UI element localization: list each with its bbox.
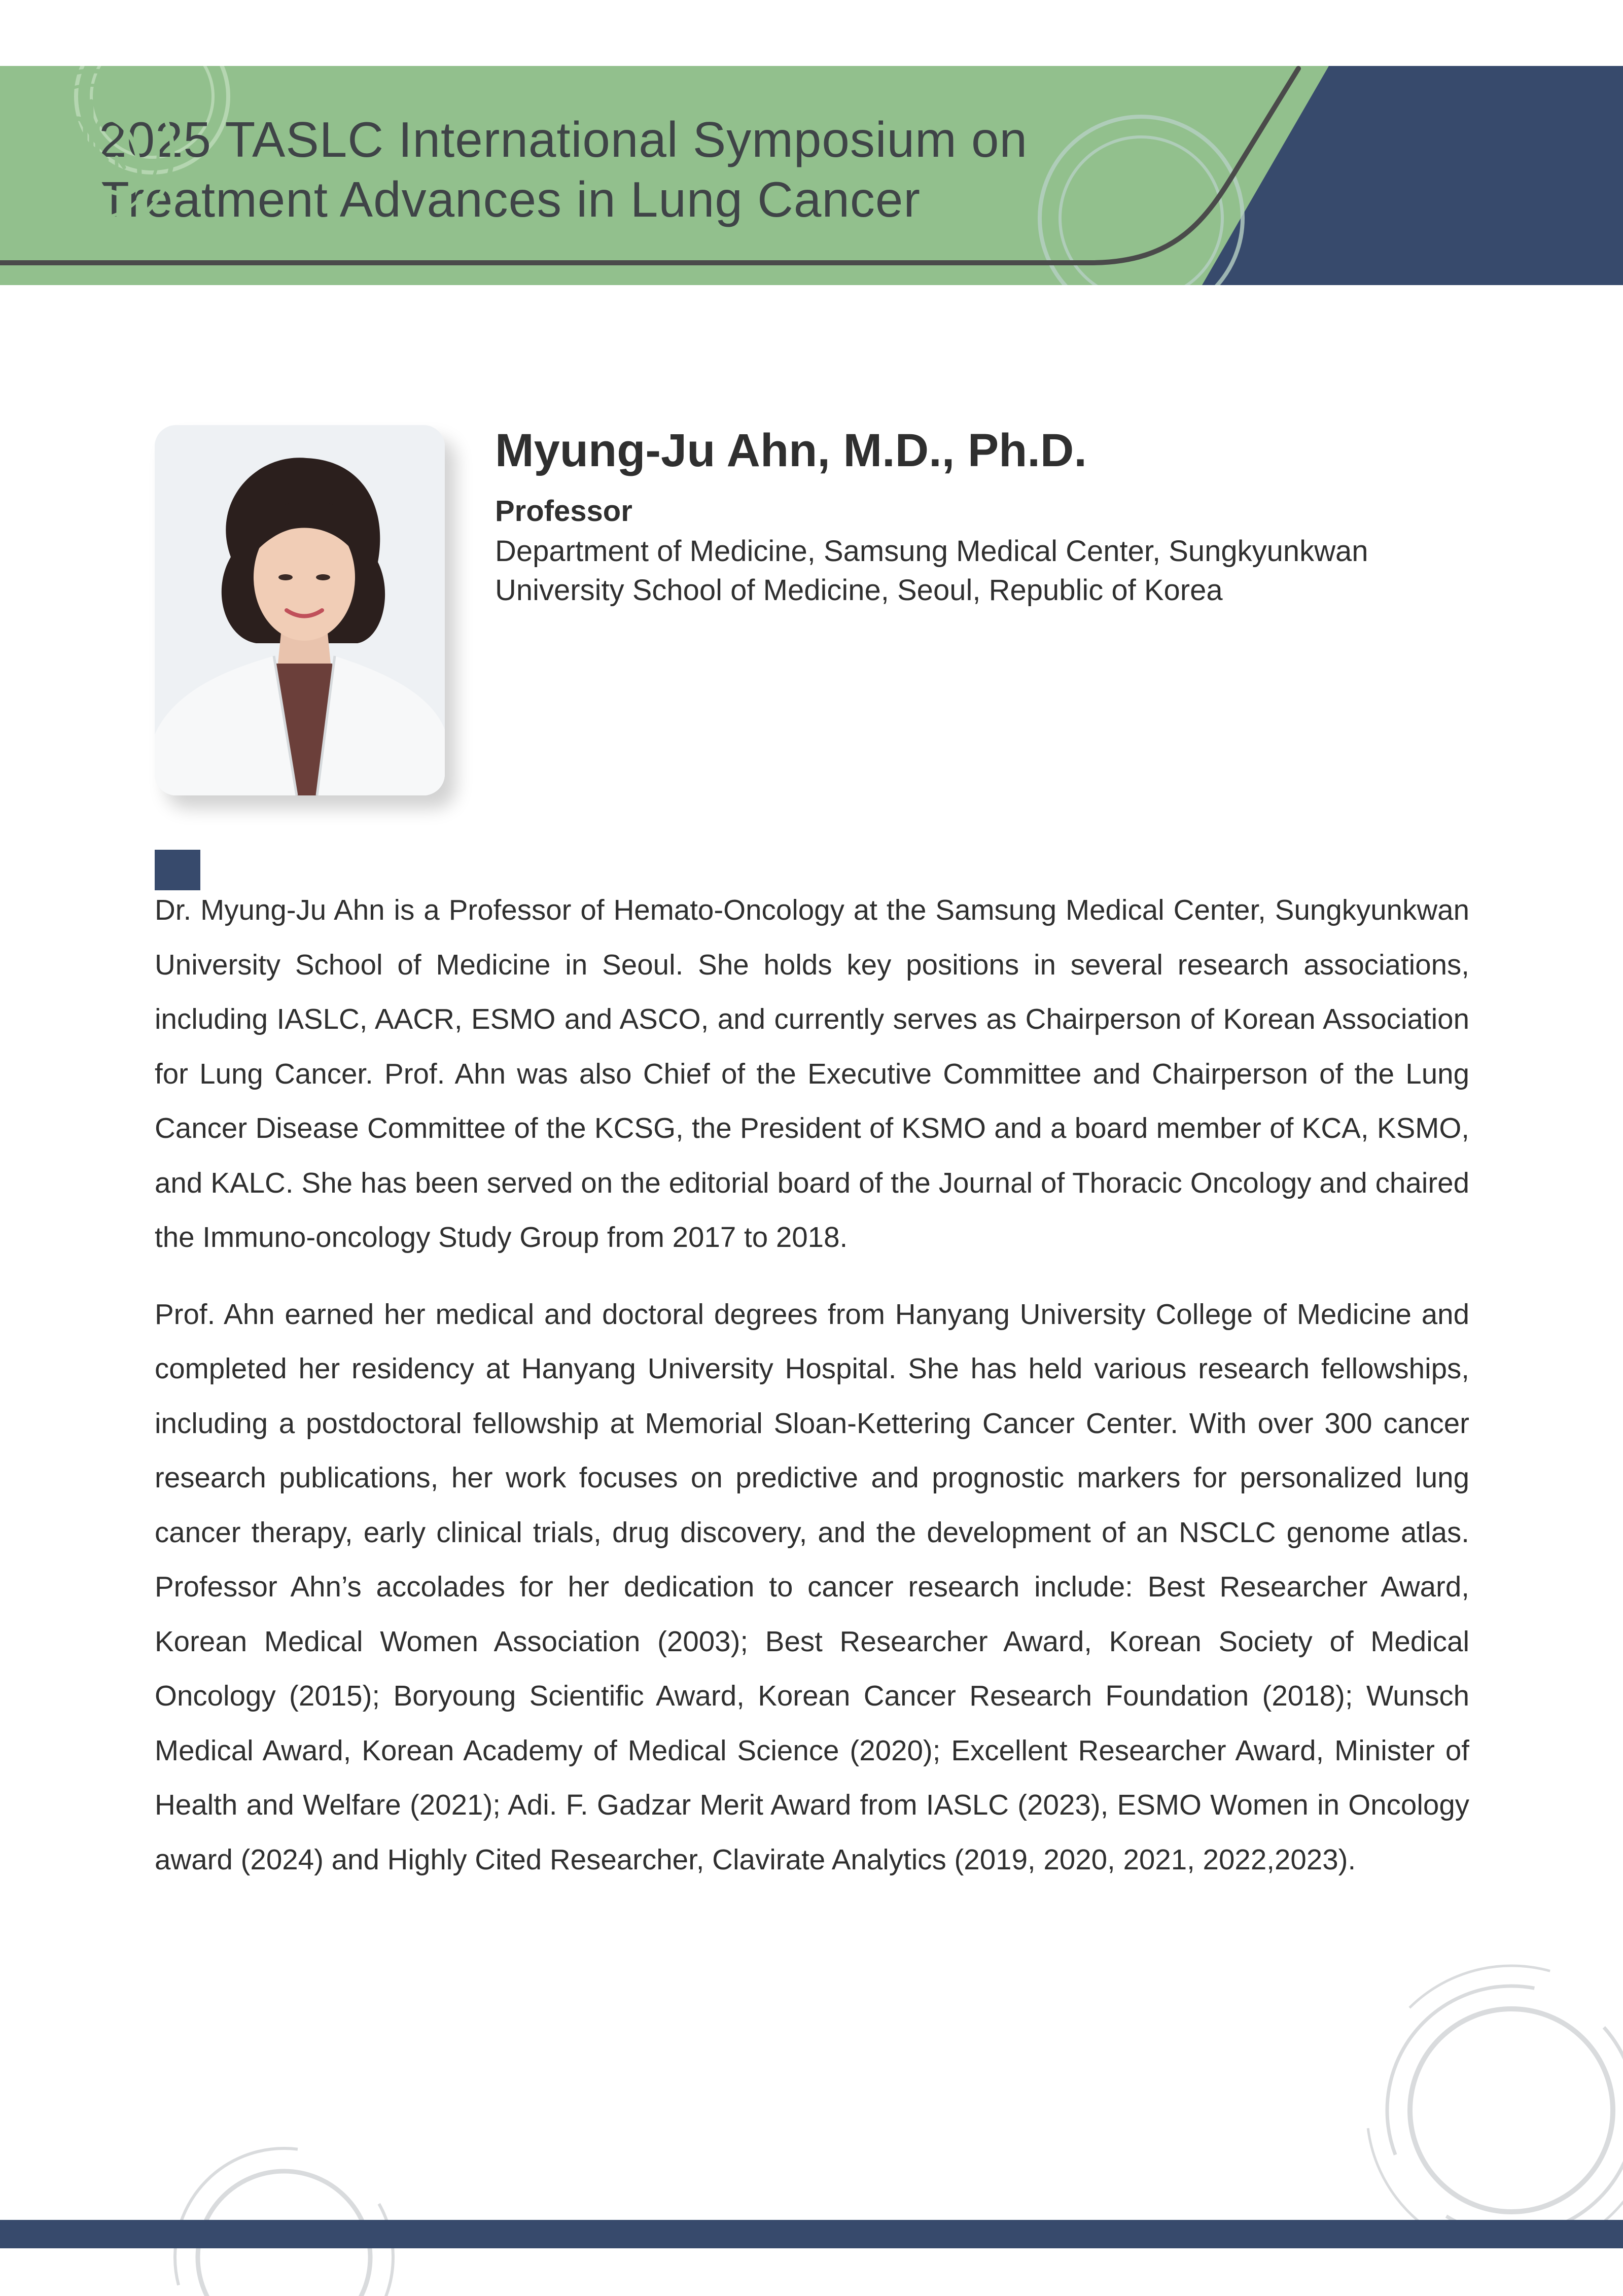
speaker-affiliation: Department of Medicine, Samsung Medical Center, Sungkyunkwan University School of Medicine, Seoul, Republic of Korea xyxy=(495,535,1368,607)
portrait-photo xyxy=(155,425,445,795)
banner-title xyxy=(99,110,1265,229)
banner-title-line1: 2025 TASLC International Symposium on xyxy=(99,112,1028,167)
lungs-icon xyxy=(0,66,183,238)
banner-title-line2: Treatment Advances in Lung Cancer xyxy=(99,171,921,227)
bio-paragraph-2: Prof. Ahn earned her medical and doctoral degrees from Hanyang University College of Medicine and completed her residency at Hanyang University Hospital. She has held various research fellowships, including a postdoctoral fellowship at Memorial Sloan-Kettering Cancer Center. With over 300 cancer research publications, her work focuses on predictive and prognostic markers for personalized lung cancer therapy, early clinical trials, drug discovery, and the development of an NSCLC genome atlas. Professor Ahn’s accolades for her dedication to cancer research include: Best Researcher Award, Korean Medical Women Association (2003); Best Researcher Award, Korean Society of Medical Oncology (2015); Boryoung Scientific Award, Korean Cancer Research Foundation (2018); Wunsch Medical Award, Korean Academy of Medical Science (2020); Excellent Researcher Award, Minister of Health and Welfare (2021); Adi. F. Gadzar Merit Award from IASLC (2023), ESMO Women in Oncology award (2024) and Highly Cited Researcher, Clavirate Analytics (2019, 2020, 2021, 2022,2023). xyxy=(155,1298,1469,1875)
bio-paragraph-1: Dr. Myung-Ju Ahn is a Professor of Hemato-Oncology at the Samsung Medical Center, Sungkyunkwan University School of Medicine in Seoul. She holds key positions in several research associations, including IASLC, AACR, ESMO and ASCO, and currently serves as Chairperson of Korean Association for Lung Cancer. Prof. Ahn was also Chief of the Executive Committee and Chairperson of the Lung Cancer Disease Committee of the KCSG, the President of KSMO and a board member of KCA, KSMO, and KALC. She has been served on the editorial board of the Journal of Thoracic Oncology and chaired the Immuno-oncology Study Group from 2017 to 2018. xyxy=(155,894,1469,1253)
speaker-position: Professor xyxy=(495,495,632,528)
header-banner xyxy=(0,66,1623,285)
footer-bar xyxy=(0,2220,1623,2248)
speaker-name: Myung-Ju Ahn, M.D., Ph.D. xyxy=(495,425,1087,476)
portrait-illustration xyxy=(155,425,445,795)
biography xyxy=(155,883,1469,1909)
